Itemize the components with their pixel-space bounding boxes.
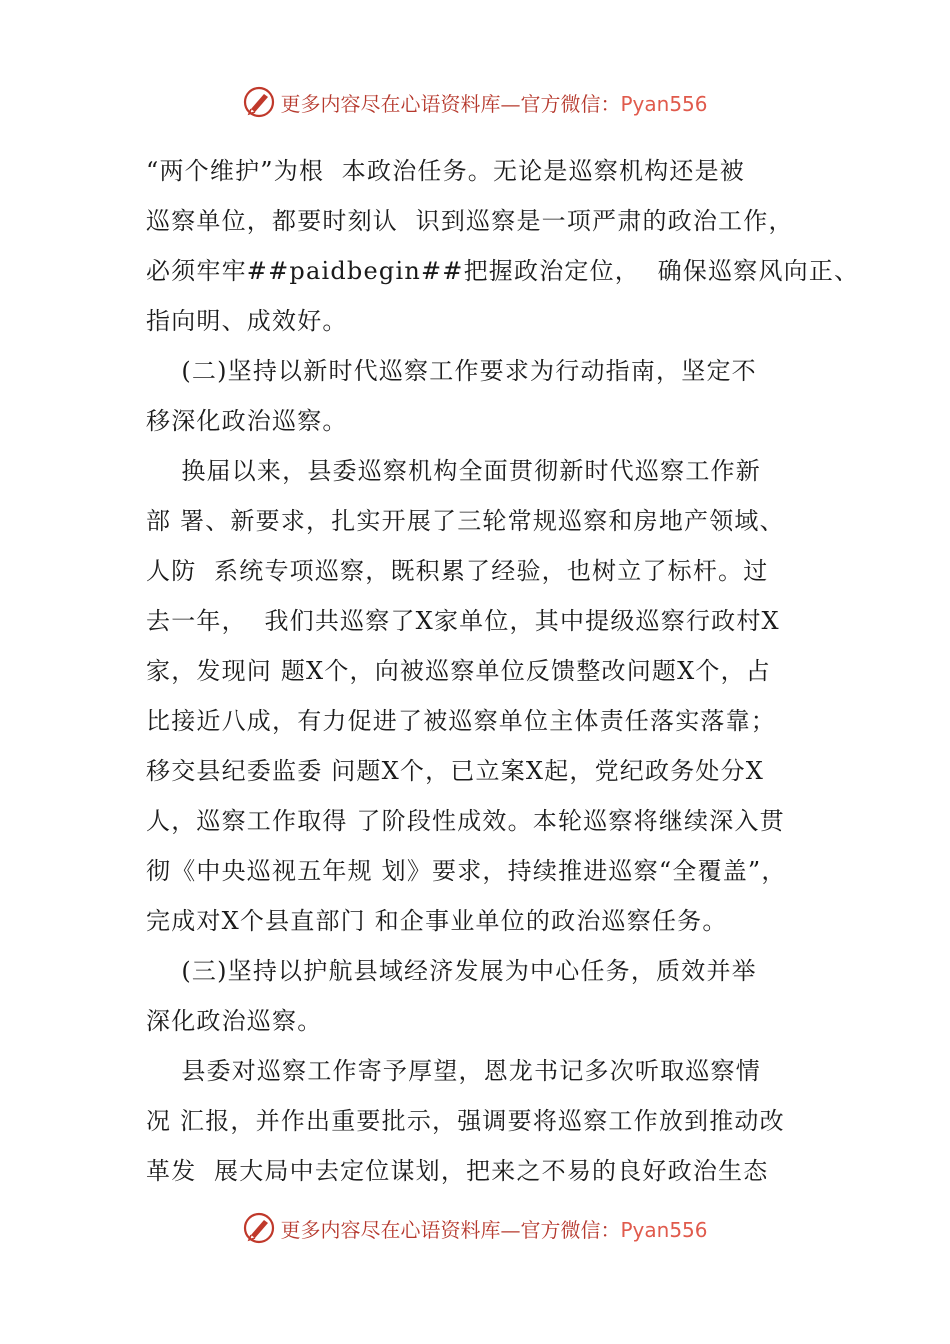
text-line: 深化政治巡察。 <box>146 1007 323 1035</box>
text-line: 彻《中央巡视五年规 划》要求，持续推进巡察“全覆盖”， <box>146 857 787 885</box>
text-line: 移交县纪委监委 问题X个，已立案X起，党纪政务处分X <box>146 757 765 785</box>
text-line: (二)坚持以新时代巡察工作要求为行动指南，坚定不 <box>146 357 757 385</box>
text-line: 巡察单位，都要时刻认 识到巡察是一项严肃的政治工作， <box>146 207 794 235</box>
pen-logo-icon <box>242 1211 276 1245</box>
document-body <box>146 146 860 1196</box>
footer-banner-cn: 更多内容尽在心语资料库— <box>280 1217 521 1242</box>
footer-banner-text <box>280 1214 707 1243</box>
text-line: 完成对X个县直部门 和企事业单位的政治巡察任务。 <box>146 907 728 935</box>
text-line: (三)坚持以护航县域经济发展为中心任务，质效并举 <box>146 957 757 985</box>
text-line: 人，巡察工作取得 了阶段性成效。本轮巡察将继续深入贯 <box>146 807 785 835</box>
header-banner-cn: 更多内容尽在心语资料库— <box>280 91 521 116</box>
text-line: 人防 系统专项巡察，既积累了经验，也树立了标杆。过 <box>146 557 769 585</box>
text-line: 比接近八成，有力促进了被巡察单位主体责任落实落靠； <box>146 707 776 735</box>
text-line: 革发 展大局中去定位谋划，把来之不易的良好政治生态 <box>146 1157 769 1185</box>
text-line: 必须牢牢##paidbegin##把握政治定位， 确保巡察风向正、 <box>146 257 860 285</box>
header-banner-wx-id: Pyan556 <box>620 91 708 116</box>
text-line: 县委对巡察工作寄予厚望，恩龙书记多次听取巡察情 <box>146 1057 761 1085</box>
text-line: 部 署、新要求，扎实开展了三轮常规巡察和房地产领域、 <box>146 507 785 535</box>
text-line: 家，发现问 题X个，向被巡察单位反馈整改问题X个，占 <box>146 657 771 685</box>
pen-logo-icon <box>242 85 276 119</box>
footer-banner-wx-label: 官方微信： <box>520 1217 621 1242</box>
header-banner-text <box>280 88 707 117</box>
header-banner-wx-label: 官方微信： <box>520 91 621 116</box>
header-banner <box>0 82 950 122</box>
text-line: 换届以来，县委巡察机构全面贯彻新时代巡察工作新 <box>146 457 761 485</box>
text-line: “两个维护”为根 本政治任务。无论是巡察机构还是被 <box>146 157 745 185</box>
footer-banner-wx-id: Pyan556 <box>620 1217 708 1242</box>
footer-banner <box>0 1208 950 1248</box>
text-line: 去一年， 我们共巡察了X家单位，其中提级巡察行政村X <box>146 607 780 635</box>
text-line: 指向明、成效好。 <box>146 307 348 335</box>
text-line: 况 汇报，并作出重要批示，强调要将巡察工作放到推动改 <box>146 1107 785 1135</box>
text-line: 移深化政治巡察。 <box>146 407 348 435</box>
